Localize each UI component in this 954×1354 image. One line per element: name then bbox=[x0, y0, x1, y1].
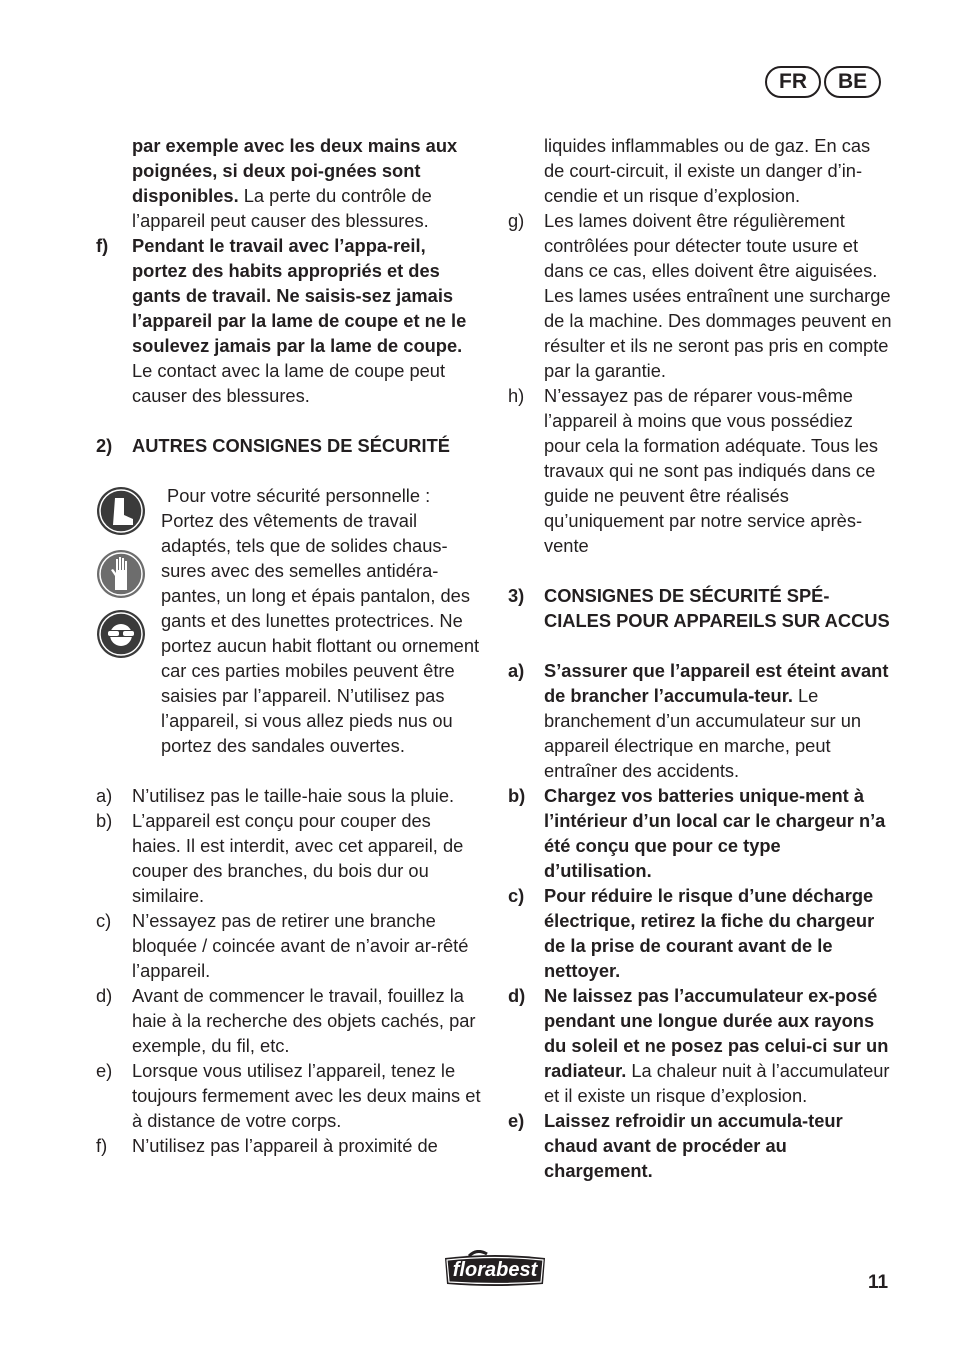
list-item bbox=[96, 983, 482, 1058]
lang-badge-be: BE bbox=[824, 66, 881, 98]
language-badges bbox=[765, 66, 884, 98]
bold-text: Laissez refroidir un accumula-teur chaud avant de procéder au chargement. bbox=[544, 1110, 843, 1181]
safety-pictogram-block bbox=[96, 483, 482, 758]
list-item-a bbox=[508, 658, 892, 783]
section-number: 3) bbox=[508, 585, 525, 606]
list-item bbox=[96, 783, 482, 808]
item-text: N’essayez pas de réparer vous-même l’appareil à moins que vous possédiez pour cela la formation adéquate. Tous les travaux qui ne sont pas indiqués dans ce guide ne peuvent être réalisés qu’uniquement par notre service après-vente bbox=[544, 385, 879, 556]
item-label: c) bbox=[508, 885, 525, 906]
item-label: g) bbox=[508, 210, 525, 231]
section-number: 2) bbox=[96, 435, 113, 456]
section-title: AUTRES CONSIGNES DE SÉCURITÉ bbox=[132, 435, 450, 456]
list-item bbox=[96, 1133, 482, 1158]
list-item bbox=[96, 1058, 482, 1133]
item-label: a) bbox=[96, 785, 113, 806]
item-label: e) bbox=[508, 1110, 525, 1131]
item-label: c) bbox=[96, 910, 112, 931]
list-item bbox=[96, 908, 482, 983]
pictogram-column bbox=[96, 483, 166, 758]
item-label: a) bbox=[508, 660, 525, 681]
bold-text: Pour réduire le risque d’une décharge électrique, retirez la fiche du chargeur de la prise de courant avant de le nettoyer. bbox=[544, 885, 875, 981]
list-item-c bbox=[508, 883, 892, 983]
item-text: N’utilisez pas le taille-haie sous la pluie. bbox=[132, 785, 455, 806]
body-text: La chaleur nuit à l’accumulateur et il existe un risque d’explosion. bbox=[544, 1060, 890, 1106]
florabest-logo bbox=[439, 1250, 551, 1288]
pictogram-text-body: Portez des vêtements de travail adaptés, tels que de solides chaus-sures avec des semelles antidéra-pantes, un long et épais pantalon, des gants et des lunettes protectrices. Ne portez aucun habit flottant ou ornement car ces parties mobiles peuvent être saisies par l’appareil. N’utilisez pas l’appareil, si vous allez pieds nus ou portez des sandales ouvertes. bbox=[161, 510, 480, 756]
item-label: e) bbox=[96, 1060, 113, 1081]
bold-text: Pendant le travail avec l’appa-reil, portez des habits appropriés et des gants de travail. Ne saisis-sez jamais l’appareil par la lame de coupe et ne le soulevez jamais par la lame de coupe. bbox=[132, 235, 467, 356]
section-heading-3 bbox=[508, 583, 892, 633]
eye-protection-icon bbox=[96, 609, 146, 659]
item-text: N’essayez pas de retirer une branche bloquée / coincée avant de n’avoir ar-rêté l’appareil. bbox=[132, 910, 469, 981]
safety-gloves-icon bbox=[96, 549, 146, 599]
bold-text: Ne laissez pas l’accumulateur ex-posé pendant une longue durée aux rayons du soleil et ne posez pas celui-ci sur un radiateur. bbox=[544, 985, 889, 1081]
logo-text: florabest bbox=[452, 1259, 538, 1281]
item-label: h) bbox=[508, 385, 525, 406]
section-title: CONSIGNES DE SÉCURITÉ SPÉ-CIALES POUR APPAREILS SUR ACCUS bbox=[544, 585, 890, 631]
list-item bbox=[96, 808, 482, 908]
bold-text: par exemple avec les deux mains aux poignées, si deux poi-gnées sont disponibles. bbox=[132, 135, 458, 206]
item-label: d) bbox=[96, 985, 113, 1006]
pictogram-text bbox=[161, 483, 482, 758]
section-heading-2 bbox=[96, 433, 482, 458]
list-item-b bbox=[508, 783, 892, 883]
body-text: Le branchement d’un accumulateur sur un appareil électrique en marche, peut entraîner des accidents. bbox=[544, 685, 862, 781]
paragraph-f-continued: liquides inflammables ou de gaz. En cas de court-circuit, il existe un danger d’in-cendie et un risque d’explosion. bbox=[544, 135, 871, 206]
item-text: N’utilisez pas l’appareil à proximité de bbox=[132, 1135, 438, 1156]
item-text: L’appareil est conçu pour couper des haies. Il est interdit, avec cet appareil, de couper des branches, du bois dur ou similaire. bbox=[132, 810, 464, 906]
safety-boots-icon bbox=[96, 486, 146, 536]
item-text: Les lames doivent être régulièrement contrôlées pour détecter toute usure et dans ce cas, elles doivent être aiguisées. Les lames usées entraînent une surcharge de la machine. Des dommages peuvent en résulter et ils ne seront pas pris en compte par la garantie. bbox=[544, 210, 892, 381]
body-text: Le contact avec la lame de coupe peut causer des blessures. bbox=[132, 360, 446, 406]
item-label: b) bbox=[96, 810, 113, 831]
item-text: Lorsque vous utilisez l’appareil, tenez le toujours fermement avec les deux mains et à distance de votre corps. bbox=[132, 1060, 481, 1131]
item-label: b) bbox=[508, 785, 526, 806]
bold-text: Chargez vos batteries unique-ment à l’intérieur d’un local car le chargeur n’a été conçu que pour ce type d’utilisation. bbox=[544, 785, 886, 881]
list-item-e bbox=[508, 1108, 892, 1183]
page-number: 11 bbox=[868, 1272, 889, 1293]
item-label: d) bbox=[508, 985, 526, 1006]
list-item-d bbox=[508, 983, 892, 1108]
pictogram-text-line-1: Pour votre sécurité personnelle : bbox=[167, 485, 431, 506]
item-label: f) bbox=[96, 1135, 108, 1156]
body-text: La perte du contrôle de l’appareil peut causer des blessures. bbox=[132, 185, 432, 231]
item-label: f) bbox=[96, 235, 109, 256]
paragraph-e-continued bbox=[96, 133, 482, 233]
right-column bbox=[508, 133, 892, 1183]
left-list bbox=[96, 783, 482, 1158]
item-text: Avant de commencer le travail, fouillez la haie à la recherche des objets cachés, par exemple, du fil, etc. bbox=[132, 985, 476, 1056]
left-column bbox=[96, 133, 482, 1158]
list-item-f bbox=[96, 233, 482, 408]
bold-text: S’assurer que l’appareil est éteint avant de brancher l’accumula-teur. bbox=[544, 660, 889, 706]
list-item bbox=[508, 383, 892, 558]
lang-badge-fr: FR bbox=[765, 66, 821, 98]
list-item bbox=[508, 208, 892, 383]
